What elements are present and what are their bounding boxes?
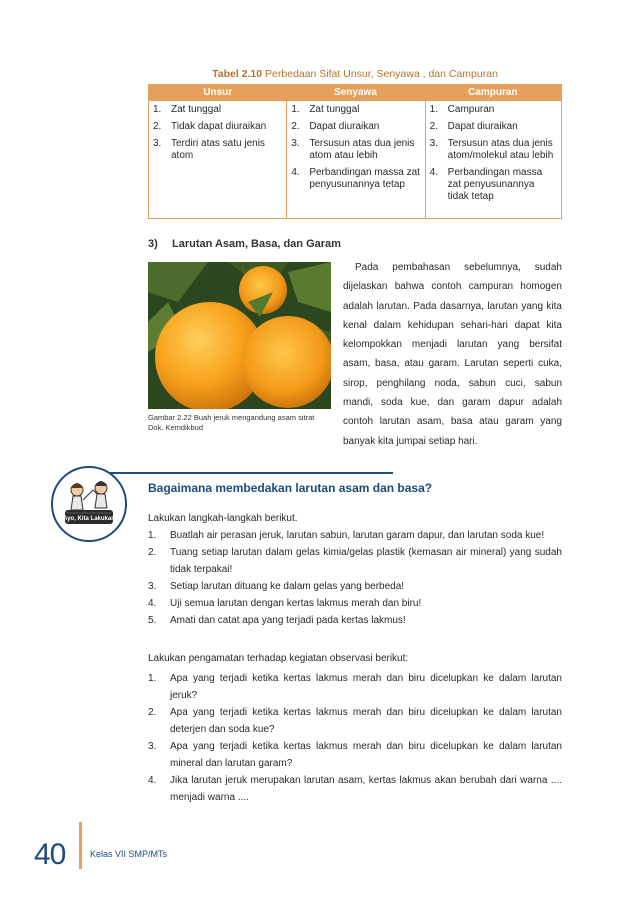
list-item: 2. Apa yang terjadi ketika kertas lakmus merah dan biru dicelupkan ke dalam larutan deterjen dan soda kue? <box>148 707 562 735</box>
list-item: 4. Jika larutan jeruk merupakan larutan asam, kertas lakmus akan berubah dari warna .... menjadi warna .... <box>148 775 562 803</box>
photo-caption <box>148 413 338 433</box>
table-cell: 2. Dapat diuraikan <box>429 121 518 132</box>
activity-badge-icon <box>51 466 127 542</box>
table-body <box>149 101 561 218</box>
table-column-senyawa <box>286 101 424 218</box>
table-column-unsur <box>149 101 286 218</box>
list-item: 1. Apa yang terjadi ketika kertas lakmus merah dan biru dicelupkan ke dalam larutan jeruk? <box>148 673 562 701</box>
table-header-unsur: Unsur <box>203 87 233 98</box>
comparison-table <box>148 84 562 219</box>
observation-intro: Lakukan pengamatan terhadap kegiatan observasi berikut: <box>148 653 409 664</box>
photo-caption-line1: Gambar 2.22 Buah jeruk mengandung asam sitrat <box>148 413 315 422</box>
table-header-campuran: Campuran <box>468 87 518 98</box>
table-column-campuran <box>425 101 561 218</box>
table-cell: 1. Zat tunggal <box>153 104 222 115</box>
list-item: 2. Tuang setiap larutan dalam gelas kimia/gelas plastik (kemasan air mineral) yang sudah tidak terpakai! <box>148 547 562 575</box>
table-header-row <box>149 84 561 101</box>
page-number: 40 <box>34 838 66 871</box>
table-cell: 3. Tersusun atas dua jenis atom/molekul atau lebih <box>429 138 554 161</box>
table-cell: 2. Dapat diuraikan <box>291 121 380 132</box>
table-caption <box>148 68 562 80</box>
page-number-bar <box>79 822 82 869</box>
intro-paragraph: Pada pembahasan sebelumnya, sudah dijelaskan bahwa contoh campuran homogen adalah larutan. Pada dasarnya, larutan yang kita kenal dalam kehidupan sehari-hari dapat kita kelompokkan menjadi larutan yang bersifat asam, basa, atau garam. Larutan seperti cuka, sirop, penghilang noda, sabun cuci, sabun mandi, soda kue, dan garam dapur adalah contoh larutan asam, basa atau garam yang banyak kita jumpai setiap hari. <box>343 262 562 447</box>
table-caption-text: Perbedaan Sifat Unsur, Senyawa , dan Campuran <box>262 68 498 80</box>
list-item: 3. Setiap larutan dituang ke dalam gelas yang berbeda! <box>148 581 405 592</box>
table-cell: 1. Zat tunggal <box>291 104 360 115</box>
activity-intro: Lakukan langkah-langkah berikut. <box>148 513 298 524</box>
orange-photo <box>148 262 331 409</box>
table-caption-number: Tabel 2.10 <box>212 68 263 80</box>
table-cell: 3. Terdiri atas satu jenis atom <box>153 138 265 161</box>
table-cell: 4. Perbandingan massa zat penyusunannya tetap <box>291 167 420 190</box>
activity-title: Bagaimana membedakan larutan asam dan basa? <box>148 481 433 495</box>
observation-list <box>148 670 562 806</box>
badge-text: Ayo, Kita Lakukan <box>63 516 115 522</box>
photo-caption-line2: Dok. Kemdikbud <box>148 423 204 432</box>
section-title-text: Larutan Asam, Basa, dan Garam <box>172 238 341 250</box>
activity-steps <box>148 527 562 629</box>
list-item: 3. Apa yang terjadi ketika kertas lakmus merah dan biru dicelupkan ke dalam larutan mineral dan larutan garam? <box>148 741 562 769</box>
table-cell: 4. Perbandingan massa zat penyusunannya tidak tetap <box>429 167 543 202</box>
table-cell: 3. Tersusun atas dua jenis atom atau lebih <box>291 138 415 161</box>
table-cell: 2. Tidak dapat diuraikan <box>153 121 267 132</box>
list-item: 4. Uji semua larutan dengan kertas lakmus merah dan biru! <box>148 598 422 609</box>
footer-book-title: Kelas VII SMP/MTs <box>90 849 168 859</box>
section-number: 3) <box>148 238 158 250</box>
list-item: 5. Amati dan catat apa yang terjadi pada kertas lakmus! <box>148 615 406 626</box>
table-cell: 1. Campuran <box>429 104 495 115</box>
list-item: 1. Buatlah air perasan jeruk, larutan sabun, larutan garam dapur, dan larutan soda kue! <box>148 530 545 541</box>
section-title <box>148 238 341 250</box>
section-divider <box>85 472 393 474</box>
table-header-senyawa: Senyawa <box>334 87 377 98</box>
